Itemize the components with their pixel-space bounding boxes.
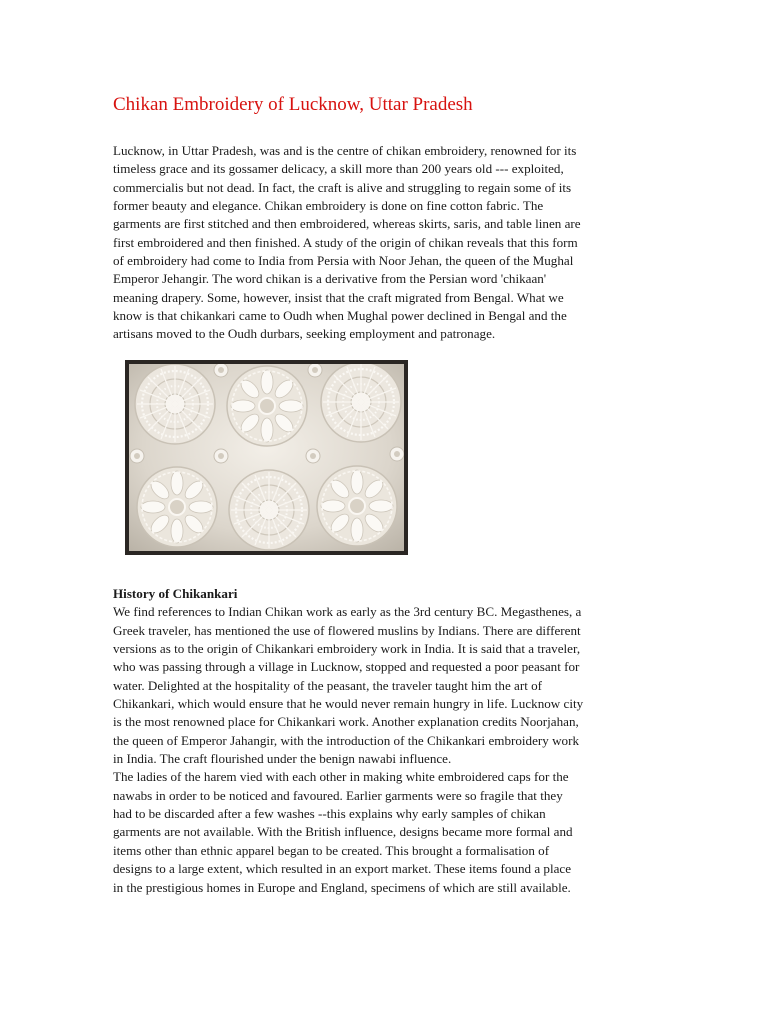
- intro-line: Emperor Jehangir. The word chikan is a derivative from the Persian word 'chikaan': [113, 271, 547, 287]
- history-heading: History of Chikankari: [113, 586, 238, 601]
- intro-line: commercialis but not dead. In fact, the craft is alive and struggling to regain some of its: [113, 179, 572, 195]
- history-line: the queen of Emperor Jahangir, with the introduction of the Chikankari embroidery work: [113, 732, 579, 748]
- intro-line: of embroidery had come to India from Persia with Noor Jehan, the queen of the Mughal: [113, 253, 574, 269]
- intro-line: former beauty and elegance. Chikan embroidery is done on fine cotton fabric. The: [113, 198, 544, 214]
- document-title: Chikan Embroidery of Lucknow, Uttar Pradesh: [113, 94, 473, 115]
- embroidery-image: [129, 364, 404, 551]
- history-line: who was passing through a village in Lucknow, stopped and requested a poor peasant for: [113, 659, 580, 675]
- embroidery-photo: [125, 360, 408, 555]
- history-line: nawabs in order to be noticed and favoured. Earlier garments were so fragile that they: [113, 787, 563, 803]
- intro-line: timeless grace and its gossamer delicacy, a skill more than 200 years old --- exploited,: [113, 161, 564, 177]
- intro-line: know is that chikankari came to Oudh when Mughal power declined in Bengal and the: [113, 308, 567, 324]
- history-line: water. Delighted at the hospitality of the peasant, the traveler taught him the art of: [113, 677, 543, 693]
- history-line: designs to a large extent, which resulted in an export market. These items found a place: [113, 861, 572, 877]
- history-line: The ladies of the harem vied with each other in making white embroidered caps for the: [113, 769, 569, 785]
- intro-line: garments are first stitched and then embroidered, whereas skirts, saris, and table linen are: [113, 216, 581, 232]
- history-line: garments are not available. With the British influence, designs became more formal and: [113, 824, 573, 840]
- history-line: Greek traveler, has mentioned the use of flowered muslins by Indians. There are different: [113, 622, 581, 638]
- history-line: in the prestigious homes in Europe and England, specimens of which are still available.: [113, 879, 571, 895]
- history-line: Chikankari, which would ensure that he would never remain hungry in life. Lucknow city: [113, 696, 584, 712]
- intro-line: first embroidered and then finished. A study of the origin of chikan reveals that this form: [113, 234, 578, 250]
- history-line: versions as to the origin of Chikankari embroidery work in India. It is said that a traveler,: [113, 641, 581, 657]
- history-line: is the most renowned place for Chikankari work. Another explanation credits Noorjahan,: [113, 714, 579, 730]
- intro-line: artisans moved to the Oudh durbars, seeking employment and patronage.: [113, 326, 496, 342]
- intro-line: meaning drapery. Some, however, insist that the craft migrated from Bengal. What we: [113, 289, 564, 305]
- history-line: We find references to Indian Chikan work as early as the 3rd century BC. Megasthenes, a: [113, 604, 582, 620]
- intro-line: Lucknow, in Uttar Pradesh, was and is the centre of chikan embroidery, renowned for its: [113, 143, 577, 158]
- history-line: had to be discarded after a few washes --this explains why early samples of chikan: [113, 806, 546, 822]
- history-section: [113, 585, 661, 897]
- intro-paragraph: [113, 142, 661, 344]
- history-line: in India. The craft flourished under the benign nawabi influence.: [113, 751, 452, 767]
- history-line: items other than ethnic apparel began to be created. This brought a formalisation of: [113, 842, 550, 858]
- history-paragraph: [113, 603, 661, 897]
